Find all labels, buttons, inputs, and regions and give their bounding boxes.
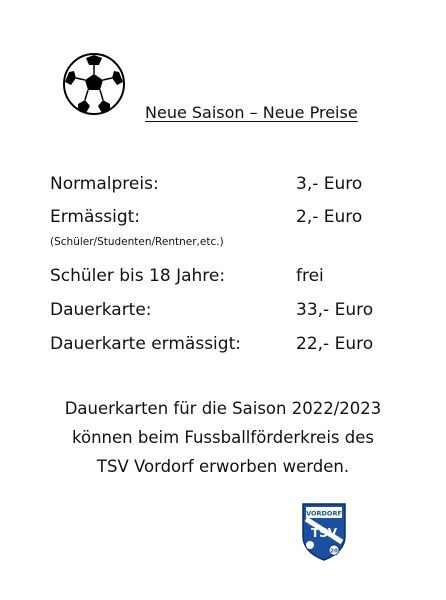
price-value-reduced: 2,- Euro	[296, 207, 363, 227]
soccer-ball-icon	[62, 52, 126, 116]
price-value-season-ticket-reduced: 22,- Euro	[296, 334, 374, 354]
price-label-season-ticket: Dauerkarte:	[50, 300, 152, 320]
crest-top-text: VORDORF	[306, 509, 342, 518]
reduced-note: (Schüler/Studenten/Rentner,etc.)	[50, 236, 224, 248]
price-label-season-ticket-reduced: Dauerkarte ermässigt:	[50, 334, 241, 354]
footer-line-2: können beim Fussballförderkreis des	[72, 428, 374, 447]
price-value-normal: 3,- Euro	[296, 174, 363, 194]
footer-line-3: TSV Vordorf erworben werden.	[96, 457, 350, 476]
crest-main-text: TSV	[310, 526, 338, 540]
price-label-students: Schüler bis 18 Jahre:	[50, 266, 226, 286]
footer-line-1: Dauerkarten für die Saison 2022/2023	[64, 399, 382, 418]
price-label-reduced: Ermässigt:	[50, 207, 141, 227]
crest-year-text: 20	[330, 548, 338, 555]
club-crest-logo	[300, 500, 348, 562]
price-label-normal: Normalpreis:	[50, 174, 159, 194]
price-value-season-ticket: 33,- Euro	[296, 300, 374, 320]
page-title: Neue Saison – Neue Preise	[145, 103, 358, 122]
price-value-students: frei	[296, 266, 324, 286]
